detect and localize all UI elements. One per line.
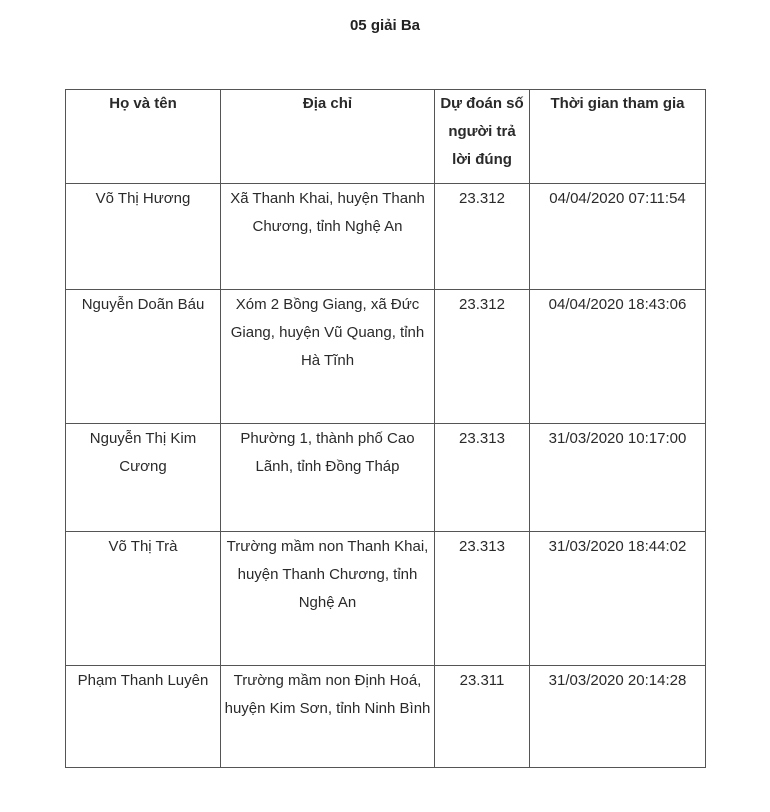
- cell-address: Trường mầm non Định Hoá, huyện Kim Sơn, tỉnh Ninh Bình: [221, 666, 435, 768]
- cell-name: Võ Thị Trà: [66, 532, 221, 666]
- table-header-row: [66, 90, 706, 184]
- cell-time: 04/04/2020 18:43:06: [530, 290, 706, 424]
- table-row: [66, 666, 706, 768]
- cell-time: 31/03/2020 10:17:00: [530, 424, 706, 532]
- cell-prediction: 23.313: [435, 532, 530, 666]
- cell-address: Xã Thanh Khai, huyện Thanh Chương, tỉnh Nghệ An: [221, 184, 435, 290]
- cell-name: Võ Thị Hương: [66, 184, 221, 290]
- table-row: [66, 290, 706, 424]
- cell-address: Trường mầm non Thanh Khai, huyện Thanh Chương, tỉnh Nghệ An: [221, 532, 435, 666]
- cell-time: 04/04/2020 07:11:54: [530, 184, 706, 290]
- cell-prediction: 23.313: [435, 424, 530, 532]
- cell-address: Phường 1, thành phố Cao Lãnh, tỉnh Đồng Tháp: [221, 424, 435, 532]
- cell-name: Nguyễn Doãn Báu: [66, 290, 221, 424]
- cell-name: Phạm Thanh Luyên: [66, 666, 221, 768]
- winners-table: [65, 89, 706, 768]
- cell-prediction: 23.312: [435, 184, 530, 290]
- header-address: Địa chỉ: [221, 90, 435, 184]
- section-heading: 05 giải Ba: [349, 17, 421, 34]
- cell-prediction: 23.312: [435, 290, 530, 424]
- header-prediction: Dự đoán số người trả lời đúng: [435, 90, 530, 184]
- cell-address: Xóm 2 Bồng Giang, xã Đức Giang, huyện Vũ Quang, tỉnh Hà Tĩnh: [221, 290, 435, 424]
- table-row: [66, 184, 706, 290]
- cell-prediction: 23.311: [435, 666, 530, 768]
- cell-name: Nguyễn Thị Kim Cương: [66, 424, 221, 532]
- header-time: Thời gian tham gia: [530, 90, 706, 184]
- cell-time: 31/03/2020 18:44:02: [530, 532, 706, 666]
- table-row: [66, 424, 706, 532]
- cell-time: 31/03/2020 20:14:28: [530, 666, 706, 768]
- header-name: Họ và tên: [66, 90, 221, 184]
- table-row: [66, 532, 706, 666]
